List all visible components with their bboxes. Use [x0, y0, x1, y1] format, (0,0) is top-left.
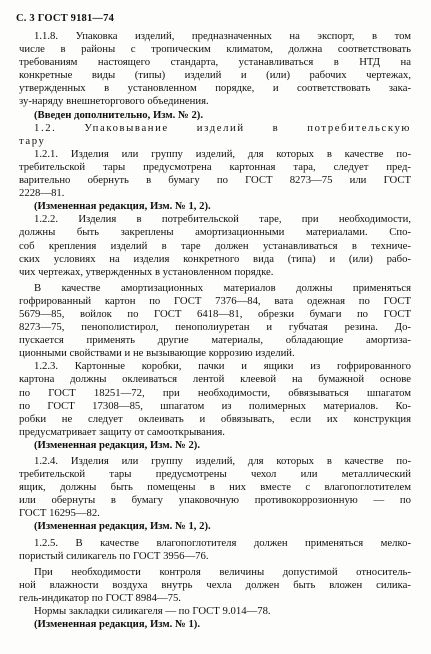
page-header: С. 3 ГОСТ 9181—74	[16, 13, 115, 24]
text-line: ной влажности воздуха внутрь чехла должен быть вложен силика-	[19, 578, 411, 591]
paragraph-1-2-1	[19, 148, 411, 200]
paragraph-1-2-5	[19, 537, 411, 563]
amendment-note	[19, 439, 411, 452]
text-line: робки не следует оклеивать и обвязывать, если их конструкция	[19, 412, 411, 425]
paragraph-1-2-3	[19, 360, 411, 439]
text-line: пористый силикагель по ГОСТ 3956—76.	[19, 549, 209, 562]
text-line: 1.2.3. Картонные коробки, пачки и ящики из гофрированного	[34, 360, 411, 373]
paragraph-1-2-2	[19, 213, 411, 278]
text-line: по ГОСТ 17308—85, шпагатом из полимерных материалов. Ко-	[19, 399, 411, 412]
text-line: 5679—85, войлок по ГОСТ 6418—81, обрезки бумаги по ГОСТ	[19, 307, 411, 320]
text-line: (Измененная редакция, Изм. № 1, 2).	[34, 200, 211, 213]
text-line: варительно обернуть в бумагу по ГОСТ 8273—75 или ГОСТ	[19, 174, 411, 187]
text-line: чих чертежах, утвержденных в установленном порядке.	[19, 265, 274, 278]
text-line: В качестве амортизационных материалов должны применяться	[34, 281, 411, 294]
text-line: 1.2.2. Изделия в потребительской таре, при необходимости,	[34, 213, 411, 226]
text-line: 1.2.5. В качестве влагопоглотителя должен применяться мелко-	[34, 536, 411, 549]
text-line: ГОСТ 16295—82.	[19, 507, 100, 520]
text-line: зу-наряду внешнеторгового объединения.	[19, 95, 209, 108]
text-line: ционными свойствами и не вызывающие коррозию изделий.	[19, 347, 295, 360]
amendment-note	[19, 520, 411, 533]
text-line: числе в районы с тропическим климатом, должна соответствовать	[19, 43, 411, 56]
paragraph-1-2-4	[19, 455, 411, 520]
text-line: требительской тары предусмотрены чехол или металлический	[19, 468, 411, 481]
text-line: или обернуты в бумагу упаковочную противокоррозионную — по	[19, 494, 411, 507]
text-line: утвержденных в установленном порядке, и соответствовать зака-	[19, 82, 411, 95]
text-line: тару	[19, 134, 46, 147]
text-line: 1.1.8. Упаковка изделий, предназначенных на экспорт, в том	[34, 30, 411, 42]
text-line: должны быть закреплены амортизационными материалами. Спо-	[19, 226, 411, 239]
text-line: картона должны оклеиваться лентой клеевой на бумажной основе	[19, 373, 411, 386]
text-line: требованиям настоящего стандарта, устанавливаться в НТД на	[19, 56, 411, 69]
text-line: 2228—81.	[19, 187, 65, 200]
document-body	[19, 30, 411, 631]
text-line: (Введен дополнительно, Изм. № 2).	[34, 108, 204, 121]
text-line: гель-индикатор по ГОСТ 8984—75.	[19, 591, 181, 604]
text-line: ящик, должны быть помещены в них вместе с влагопоглотителем	[19, 481, 411, 494]
text-line: ских условиях на изделия конкретного вида (типа) и (или) рабо-	[19, 252, 411, 265]
text-line: (Измененная редакция, Изм. № 2).	[34, 438, 201, 451]
text-line: соб крепления изделий в таре должен устанавливаться в техниче-	[19, 239, 411, 252]
text-line: 1.2.1. Изделия или группу изделий, для которых в качестве по-	[34, 147, 411, 160]
text-line: (Измененная редакция, Изм. № 1).	[34, 618, 201, 631]
section-heading-1-2	[19, 122, 411, 148]
text-line: Нормы закладки силикагеля — по ГОСТ 9.014—78.	[34, 605, 271, 618]
text-line: (Измененная редакция, Изм. № 1, 2).	[34, 520, 211, 533]
text-line: предусматривает защиту от самооткрывания.	[19, 425, 225, 438]
text-line: по ГОСТ 18251—72, при необходимости, обвязываться шпагатом	[19, 386, 411, 399]
text-line: 8273—75, пенополистирол, пенополиуретан и губчатая резина. До-	[19, 321, 411, 334]
text-line: 1.2.4. Изделия или группу изделий, для которых в качестве по-	[34, 455, 411, 467]
amendment-note	[19, 109, 411, 122]
amendment-note	[19, 618, 411, 631]
text-line: гофрированный картон по ГОСТ 7376—84, вата одежная по ГОСТ	[19, 294, 411, 307]
text-line: пускается применять другие материалы, обладающие амортиза-	[19, 334, 411, 347]
amendment-note	[19, 200, 411, 213]
text-line: конкретные виды (типы) изделий и (или) рабочих чертежах,	[19, 69, 411, 82]
text-line: При необходимости контроля величины допустимой относитель-	[34, 565, 411, 578]
paragraph-indicator	[19, 566, 411, 605]
paragraph-norms	[19, 605, 411, 618]
paragraph-1-1-8	[19, 30, 411, 109]
paragraph-materials	[19, 282, 411, 361]
text-line: 1.2. Упаковывание изделий в потребительскую	[34, 121, 411, 134]
text-line: требительской тары предусмотрена картонная тара, следует пред-	[19, 160, 411, 173]
